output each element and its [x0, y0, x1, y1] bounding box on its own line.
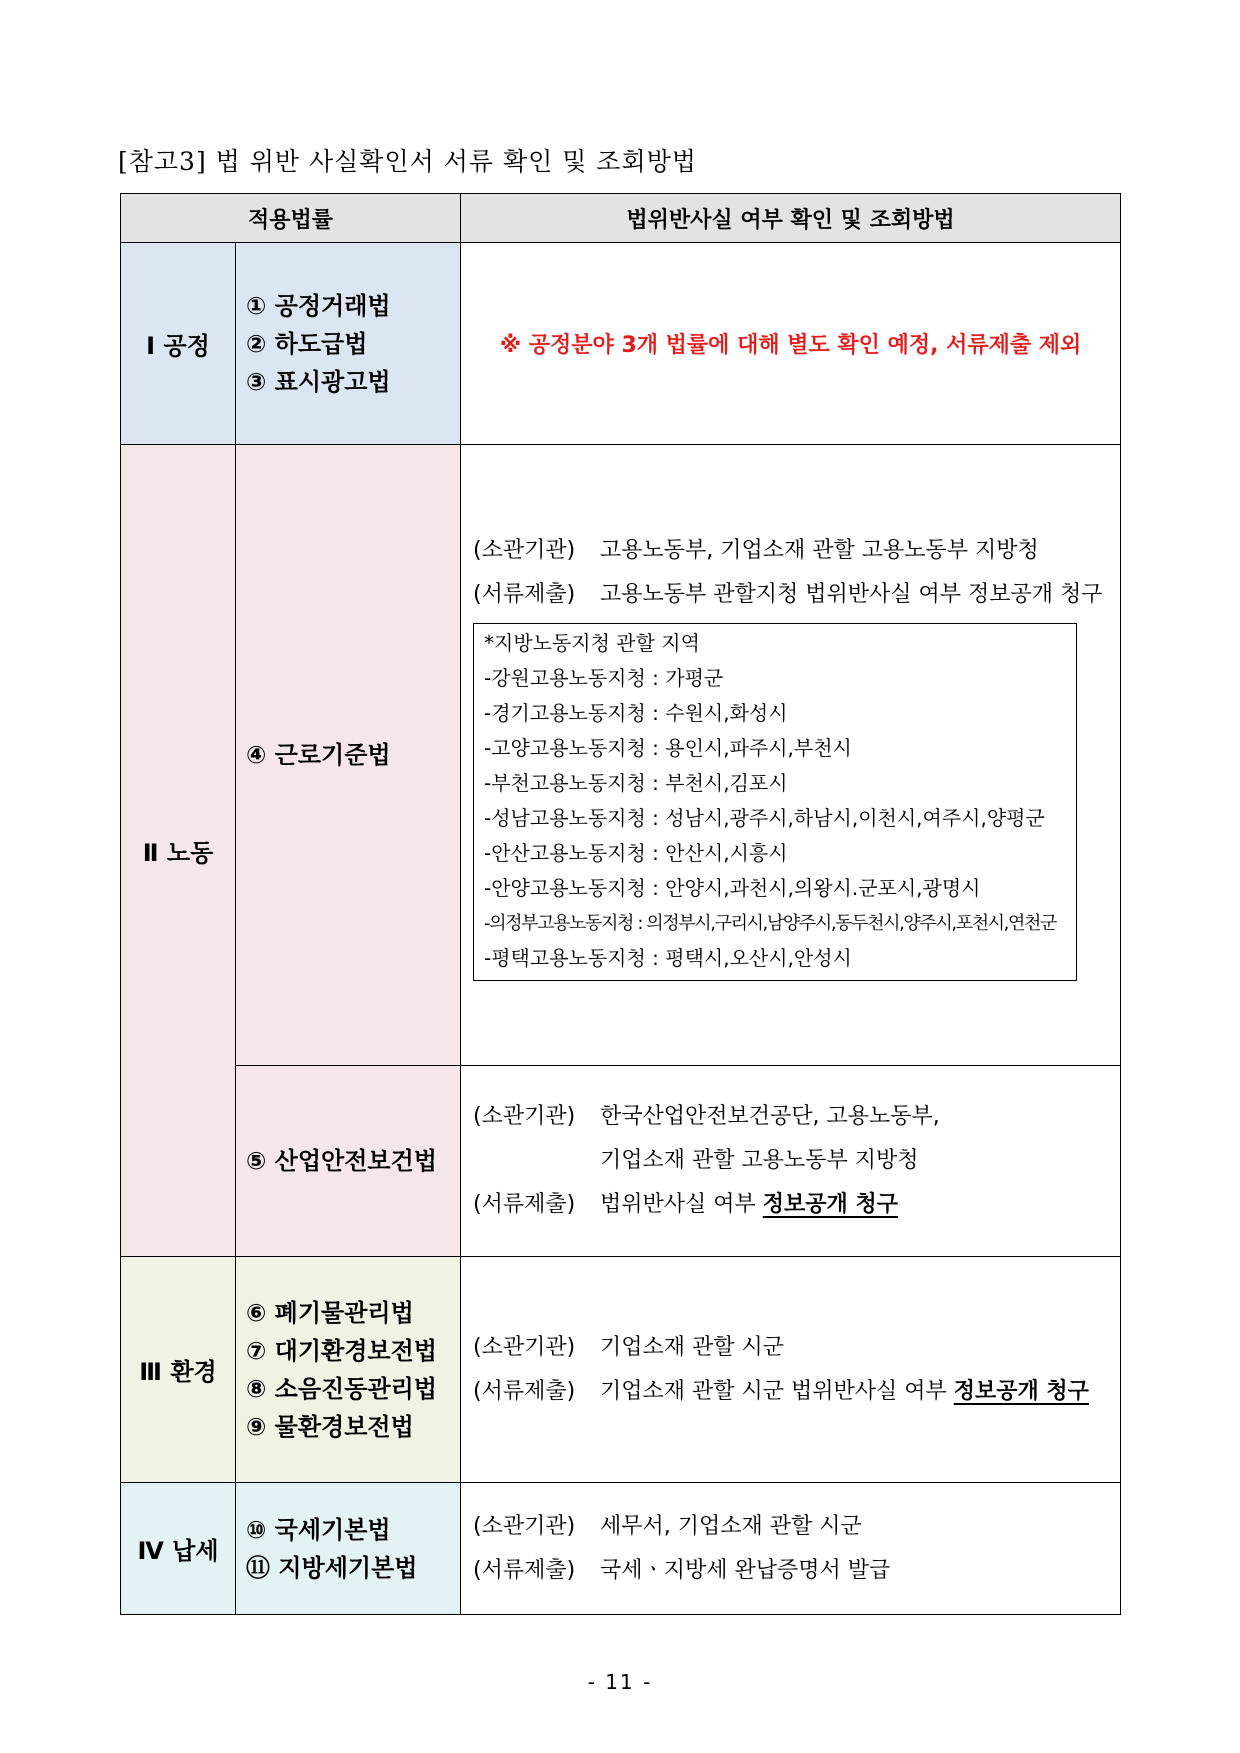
header-applicable-law: 적용법률 — [121, 194, 461, 243]
agency-value: 기업소재 관할 고용노동부 지방청 — [600, 1148, 919, 1173]
region-item: -부천고용노동지청 : 부천시,김포시 — [484, 771, 788, 795]
law-item: ⑤ 산업안전보건법 — [246, 1147, 437, 1175]
table-header-row — [121, 194, 1121, 243]
law-labor-standards — [236, 445, 461, 1066]
submit-emphasis: 정보공개 청구 — [762, 1192, 898, 1217]
table-row-tax — [121, 1483, 1121, 1615]
document-heading: [참고3] 법 위반 사실확인서 서류 확인 및 조회방법 — [118, 147, 697, 176]
laws-tax — [236, 1483, 461, 1615]
region-item: -평택고용노동지청 : 평택시,오산시,안성시 — [484, 946, 852, 970]
submit-value: 고용노동부 관할지청 법위반사실 여부 정보공개 청구 — [600, 582, 1103, 607]
law-item: ⑪ 지방세기본법 — [246, 1553, 418, 1582]
region-title: *지방노동지청 관할 지역 — [484, 631, 700, 655]
laws-environment — [236, 1257, 461, 1483]
category-fair-trade: Ⅰ 공정 — [121, 243, 236, 445]
environment-method — [461, 1257, 1121, 1483]
submit-emphasis: 정보공개 청구 — [953, 1378, 1089, 1404]
law-item: ③ 표시광고법 — [246, 367, 391, 396]
region-item: -고양고용노동지청 : 용인시,파주시,부천시 — [484, 736, 852, 760]
agency-line-continued — [473, 1139, 1120, 1183]
region-item: -의정부고용노동지청 : 의정부시,구리시,남양주시,동두천시,양주시,포천시,연천군 — [484, 913, 1056, 934]
submit-line — [473, 1549, 1120, 1593]
submit-value: 기업소재 관할 시군 법위반사실 여부 — [600, 1378, 954, 1404]
agency-label: (소관기관) — [473, 538, 576, 563]
law-violation-table — [120, 193, 1121, 1615]
labor-standards-method — [461, 445, 1121, 1066]
submit-line — [473, 1183, 1120, 1227]
industrial-safety-method — [461, 1066, 1121, 1257]
submit-value: 국세ㆍ지방세 완납증명서 발급 — [600, 1557, 891, 1583]
law-item: ⑧ 소음진동관리법 — [246, 1374, 437, 1403]
submit-label: (서류제출) — [473, 1192, 576, 1217]
header-method: 법위반사실 여부 확인 및 조회방법 — [461, 194, 1121, 243]
law-item: ④ 근로기준법 — [246, 741, 391, 769]
table-row-industrial-safety — [121, 1066, 1121, 1257]
agency-line — [473, 529, 1120, 573]
submit-value: 법위반사실 여부 — [600, 1192, 763, 1217]
region-item: -강원고용노동지청 : 가평군 — [484, 666, 724, 690]
tax-method — [461, 1483, 1121, 1615]
agency-value: 고용노동부, 기업소재 관할 고용노동부 지방청 — [600, 538, 1039, 563]
submit-label: (서류제출) — [473, 1557, 576, 1583]
fair-trade-note: ※ 공정분야 3개 법률에 대해 별도 확인 예정, 서류제출 제외 — [461, 243, 1121, 445]
agency-label: (소관기관) — [473, 1513, 576, 1539]
law-item: ① 공정거래법 — [246, 291, 391, 320]
agency-line — [473, 1505, 1120, 1549]
agency-label: (소관기관) — [473, 1334, 576, 1360]
agency-value: 한국산업안전보건공단, 고용노동부, — [600, 1104, 940, 1129]
law-item: ② 하도급법 — [246, 329, 368, 358]
category-labor: Ⅱ 노동 — [121, 445, 236, 1257]
submit-label: (서류제출) — [473, 1378, 576, 1404]
table-row-fair-trade — [121, 243, 1121, 445]
law-item: ⑨ 물환경보전법 — [246, 1412, 414, 1441]
region-item: -경기고용노동지청 : 수원시,화성시 — [484, 701, 788, 725]
region-item: -안산고용노동지청 : 안산시,시흥시 — [484, 841, 788, 865]
agency-value: 세무서, 기업소재 관할 시군 — [600, 1513, 862, 1539]
regional-office-box — [473, 623, 1077, 981]
law-item: ⑥ 폐기물관리법 — [246, 1298, 414, 1327]
laws-fair-trade — [236, 243, 461, 445]
agency-label: (소관기관) — [473, 1104, 576, 1129]
region-item: -성남고용노동지청 : 성남시,광주시,하남시,이천시,여주시,양평군 — [484, 806, 1045, 830]
page-number: - 11 - — [587, 1670, 653, 1694]
region-item: -안양고용노동지청 : 안양시,과천시,의왕시.군포시,광명시 — [484, 876, 981, 900]
submit-line — [473, 573, 1120, 617]
category-tax: Ⅳ 납세 — [121, 1483, 236, 1615]
agency-line — [473, 1095, 1120, 1139]
submit-line — [473, 1370, 1120, 1414]
table-row-environment — [121, 1257, 1121, 1483]
category-environment: Ⅲ 환경 — [121, 1257, 236, 1483]
agency-line — [473, 1326, 1120, 1370]
submit-label: (서류제출) — [473, 582, 576, 607]
agency-value: 기업소재 관할 시군 — [600, 1334, 785, 1360]
law-industrial-safety — [236, 1066, 461, 1257]
table-row-labor-standards — [121, 445, 1121, 1066]
law-item: ⑦ 대기환경보전법 — [246, 1336, 437, 1365]
law-item: ⑩ 국세기본법 — [246, 1515, 391, 1544]
